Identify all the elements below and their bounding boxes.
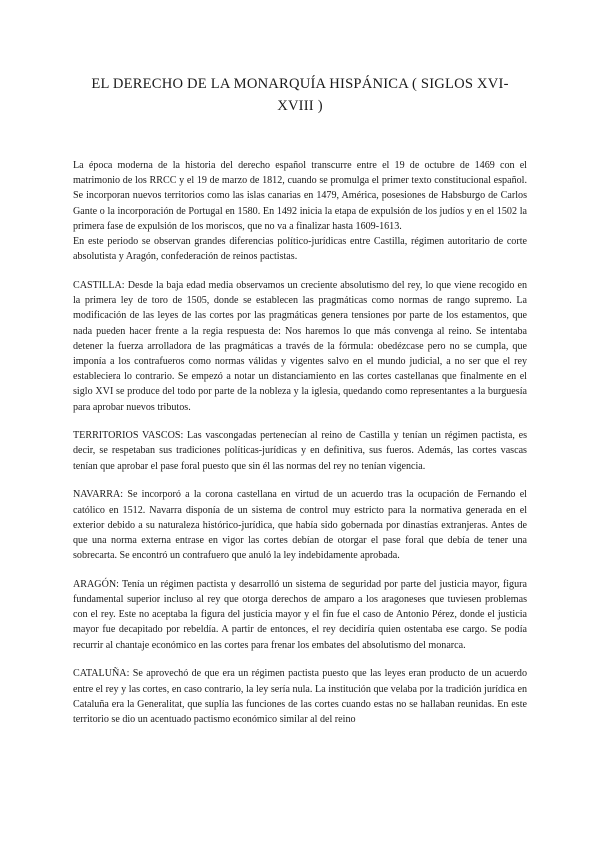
paragraph-intro: La época moderna de la historia del derecho español transcurre entre el 19 de octubre de 1469 con el matrimonio de los RRCC y el 19 de marzo de 1812, cuando se promulga el primer texto constitucional español. Se incorporan nuevos territorios como las islas canarias en 1479, América, posesiones de Habsburgo de Carlos Gante o la incorporación de Portugal en 1580. En 1492 inicia la etapa de expulsión de los judíos y en el 1502 la primera fase de expulsión de los moriscos, que no va a finalizar hasta 1609-1613. xyxy=(73,160,527,232)
document-body xyxy=(73,158,527,727)
paragraph-territorios-vascos: TERRITORIOS VASCOS: Las vascongadas pertenecían al reino de Castilla y tenían un régimen pactista, es decir, se respetaban sus tradiciones políticas-jurídicas y en definitiva, sus fueros. Además, las cortes vascas tenían que aprobar el pase foral puesto que sin él las normas del rey no tenían vigencia. xyxy=(73,430,527,472)
paragraph-aragon: ARAGÓN: Tenía un régimen pactista y desarrolló un sistema de seguridad por parte del justicia mayor, figura fundamental superior incluso al rey que otorga derechos de amparo a los aragoneses que tuviesen problemas con el rey. Este no aceptaba la figura del justicia mayor y el fin fue el caso de Antonio Pérez, donde el justicia mayor fue decapitado por rebeldía. A partir de entonces, el rey decidiría quien ostentaba ese cargo. Se podía recurrir al chantaje económico en las cortes para frenar los embates del absolutismo del monarca. xyxy=(73,578,527,651)
paragraph-periodo: En este periodo se observan grandes diferencias político-jurídicas entre Castilla, régimen autoritario de corte absolutista y Aragón, confederación de reinos pactistas. xyxy=(73,236,527,263)
document-title: EL DERECHO DE LA MONARQUÍA HISPÁNICA ( SIGLOS XVI-XVIII ) xyxy=(91,76,509,114)
paragraph-castilla: CASTILLA: Desde la baja edad media observamos un creciente absolutismo del rey, lo que viene recogido en la primera ley de toro de 1505, donde se establecen las pragmáticas como normas de rango supremo. La modificación de las leyes de las cortes por las pragmáticas genera tensiones por parte de los estamentos, que nada pueden hacer frente a la regia respuesta de: Nos haremos lo que más convenga al reino. Se intentaba detener la fuerza arrolladora de las pragmáticas a través de la fórmula: obedézcase pero no se cumpla, que imponía a los contrafueros como normas válidas y vigentes salvo en el mundo judicial, a no ser que el rey estableciera lo contrario. Se empezó a notar un distanciamiento en las cortes castellanas que finalmente en el siglo XVI se produce del todo por parte de la nobleza y la iglesia, quedando como representantes a la burguesía para aprobar nuevos tributos. xyxy=(73,279,527,413)
paragraph-cataluna: CATALUÑA: Se aprovechó de que era un régimen pactista puesto que las leyes eran producto de un acuerdo entre el rey y las cortes, en caso contrario, la ley sería nula. La institución que velaba por la tradición jurídica en Cataluña era la Generalitat, que suplía las funciones de las cortes cuando estas no se hallaban reunidas. En este territorio se dio un acentuado pactismo económico similar al del reino xyxy=(73,668,527,725)
paragraph-navarra: NAVARRA: Se incorporó a la corona castellana en virtud de un acuerdo tras la ocupación de Fernando el católico en 1512. Navarra disponía de un sistema de control muy estricto para la normativa generada en el exterior debido a su naturaleza histórico-jurídica, que había sido gobernada por dinastías extranjeras. Antes de que una norma externa entrase en vigor las cortes debían de otorgar el pase foral que debía de tener una sobrecarta. Se encontró un contrafuero que anuló la ley indebidamente aprobada. xyxy=(73,489,527,562)
